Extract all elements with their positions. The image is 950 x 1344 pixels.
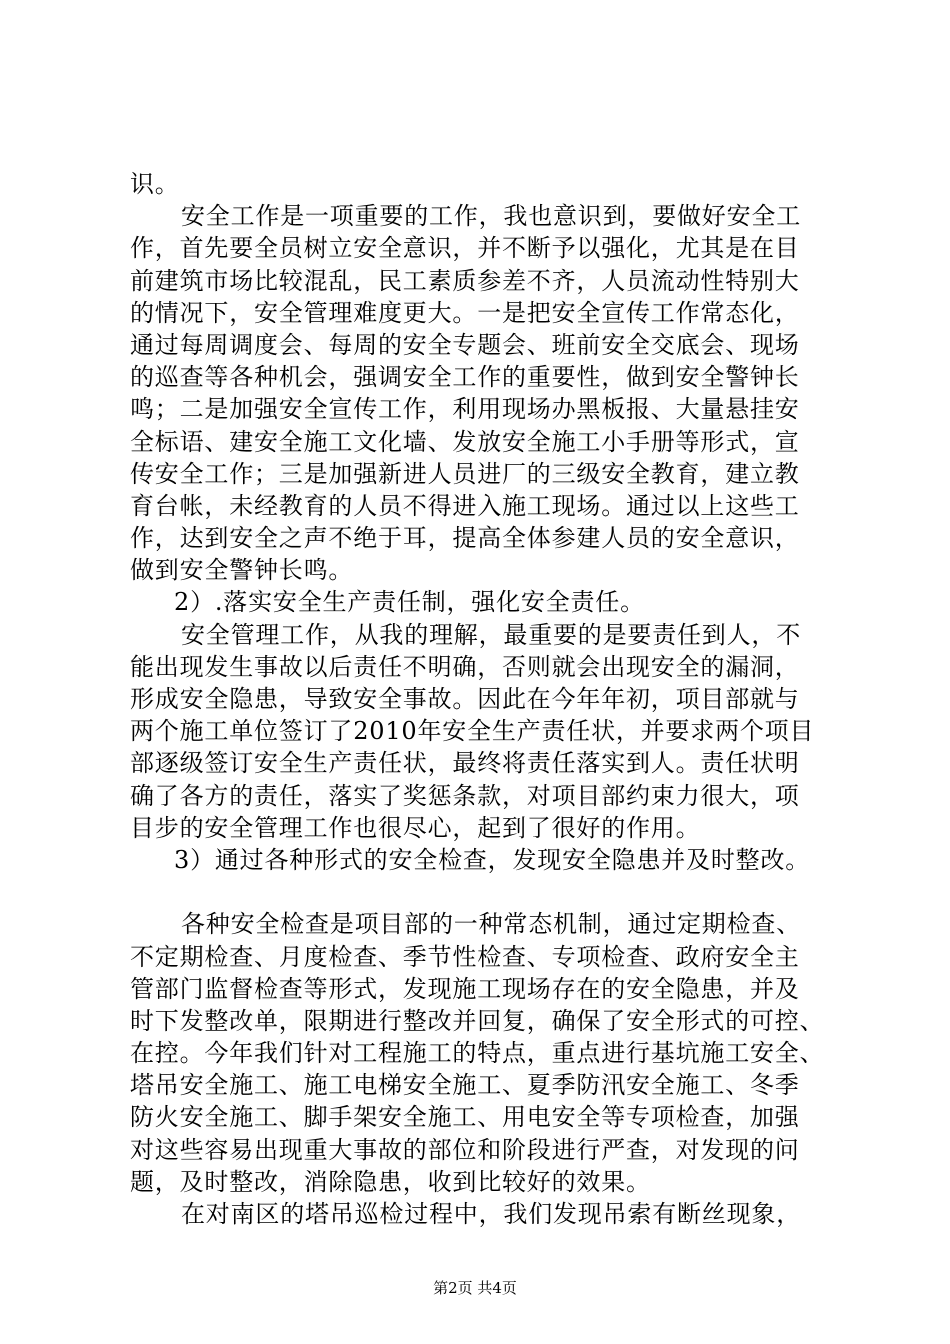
text-line: 部逐级签订安全生产责任状，最终将责任落实到人。责任状明 bbox=[130, 749, 800, 778]
text-line: 塔吊安全施工、施工电梯安全施工、夏季防汛安全施工、冬季 bbox=[130, 1071, 800, 1100]
text-line: 时下发整改单，限期进行整改并回复，确保了安全形式的可控、 bbox=[130, 1006, 825, 1035]
text-line: 对这些容易出现重大事故的部位和阶段进行严查，对发现的问 bbox=[130, 1135, 800, 1164]
text-line: 育台帐，未经教育的人员不得进入施工现场。通过以上这些工 bbox=[130, 491, 800, 520]
text-line: 识。 bbox=[130, 170, 180, 198]
text-line: 确了各方的责任，落实了奖惩条款，对项目部约束力很大，项 bbox=[130, 781, 800, 810]
text-line: 形成安全隐患，导致安全事故。因此在今年年初，项目部就与 bbox=[130, 685, 800, 713]
blank-line bbox=[130, 876, 850, 908]
paragraph-start-line: 安全工作是一项重要的工作，我也意识到，要做好安全工 bbox=[181, 202, 801, 231]
text-line: 不定期检查、月度检查、季节性检查、专项检查、政府安全主 bbox=[130, 942, 800, 971]
text-line: 的情况下，安全管理难度更大。一是把安全宣传工作常态化， bbox=[130, 298, 800, 327]
page-footer bbox=[0, 1279, 950, 1297]
text-line: 鸣；二是加强安全宣传工作，利用现场办黑板报、大量悬挂安 bbox=[130, 395, 800, 424]
section-heading: 2）.落实安全生产责任制，强化安全责任。 bbox=[174, 588, 645, 617]
text-line: 管部门监督检查等形式，发现施工现场存在的安全隐患，并及 bbox=[130, 974, 800, 1003]
text-line: 两个施工单位签订了2010年安全生产责任状，并要求两个项目 bbox=[130, 717, 815, 746]
text-line: 题，及时整改，消除隐患，收到比较好的效果。 bbox=[130, 1167, 651, 1196]
paragraph-start-line: 各种安全检查是项目部的一种常态机制，通过定期检查、 bbox=[181, 910, 801, 939]
body-text bbox=[130, 168, 850, 1230]
text-line: 在控。今年我们针对工程施工的特点，重点进行基坑施工安全、 bbox=[130, 1039, 825, 1068]
text-line: 作，达到安全之声不绝于耳，提高全体参建人员的安全意识， bbox=[130, 524, 800, 553]
section-heading: 3）通过各种形式的安全检查，发现安全隐患并及时整改。 bbox=[174, 845, 811, 874]
text-line: 的巡查等各种机会，强调安全工作的重要性，做到安全警钟长 bbox=[130, 363, 800, 392]
paragraph-start-line: 在对南区的塔吊巡检过程中，我们发现吊索有断丝现象， bbox=[181, 1200, 801, 1228]
paragraph-start-line: 安全管理工作，从我的理解，最重要的是要责任到人，不 bbox=[181, 620, 801, 649]
text-line: 全标语、建安全施工文化墙、发放安全施工小手册等形式，宣 bbox=[130, 427, 800, 456]
text-line: 通过每周调度会、每周的安全专题会、班前安全交底会、现场 bbox=[130, 330, 800, 359]
text-line: 防火安全施工、脚手架安全施工、用电安全等专项检查，加强 bbox=[130, 1103, 800, 1132]
text-line: 目步的安全管理工作也很尽心，起到了很好的作用。 bbox=[130, 813, 701, 842]
text-line: 做到安全警钟长鸣。 bbox=[130, 556, 354, 585]
text-line: 传安全工作；三是加强新进人员进厂的三级安全教育，建立教 bbox=[130, 459, 800, 488]
page-number-label: 第2页 共4页 bbox=[433, 1279, 517, 1297]
text-line: 前建筑市场比较混乱，民工素质参差不齐，人员流动性特别大 bbox=[130, 266, 800, 295]
text-line: 作，首先要全员树立安全意识，并不断予以强化，尤其是在目 bbox=[130, 234, 800, 263]
text-line: 能出现发生事故以后责任不明确，否则就会出现安全的漏洞， bbox=[130, 652, 800, 681]
